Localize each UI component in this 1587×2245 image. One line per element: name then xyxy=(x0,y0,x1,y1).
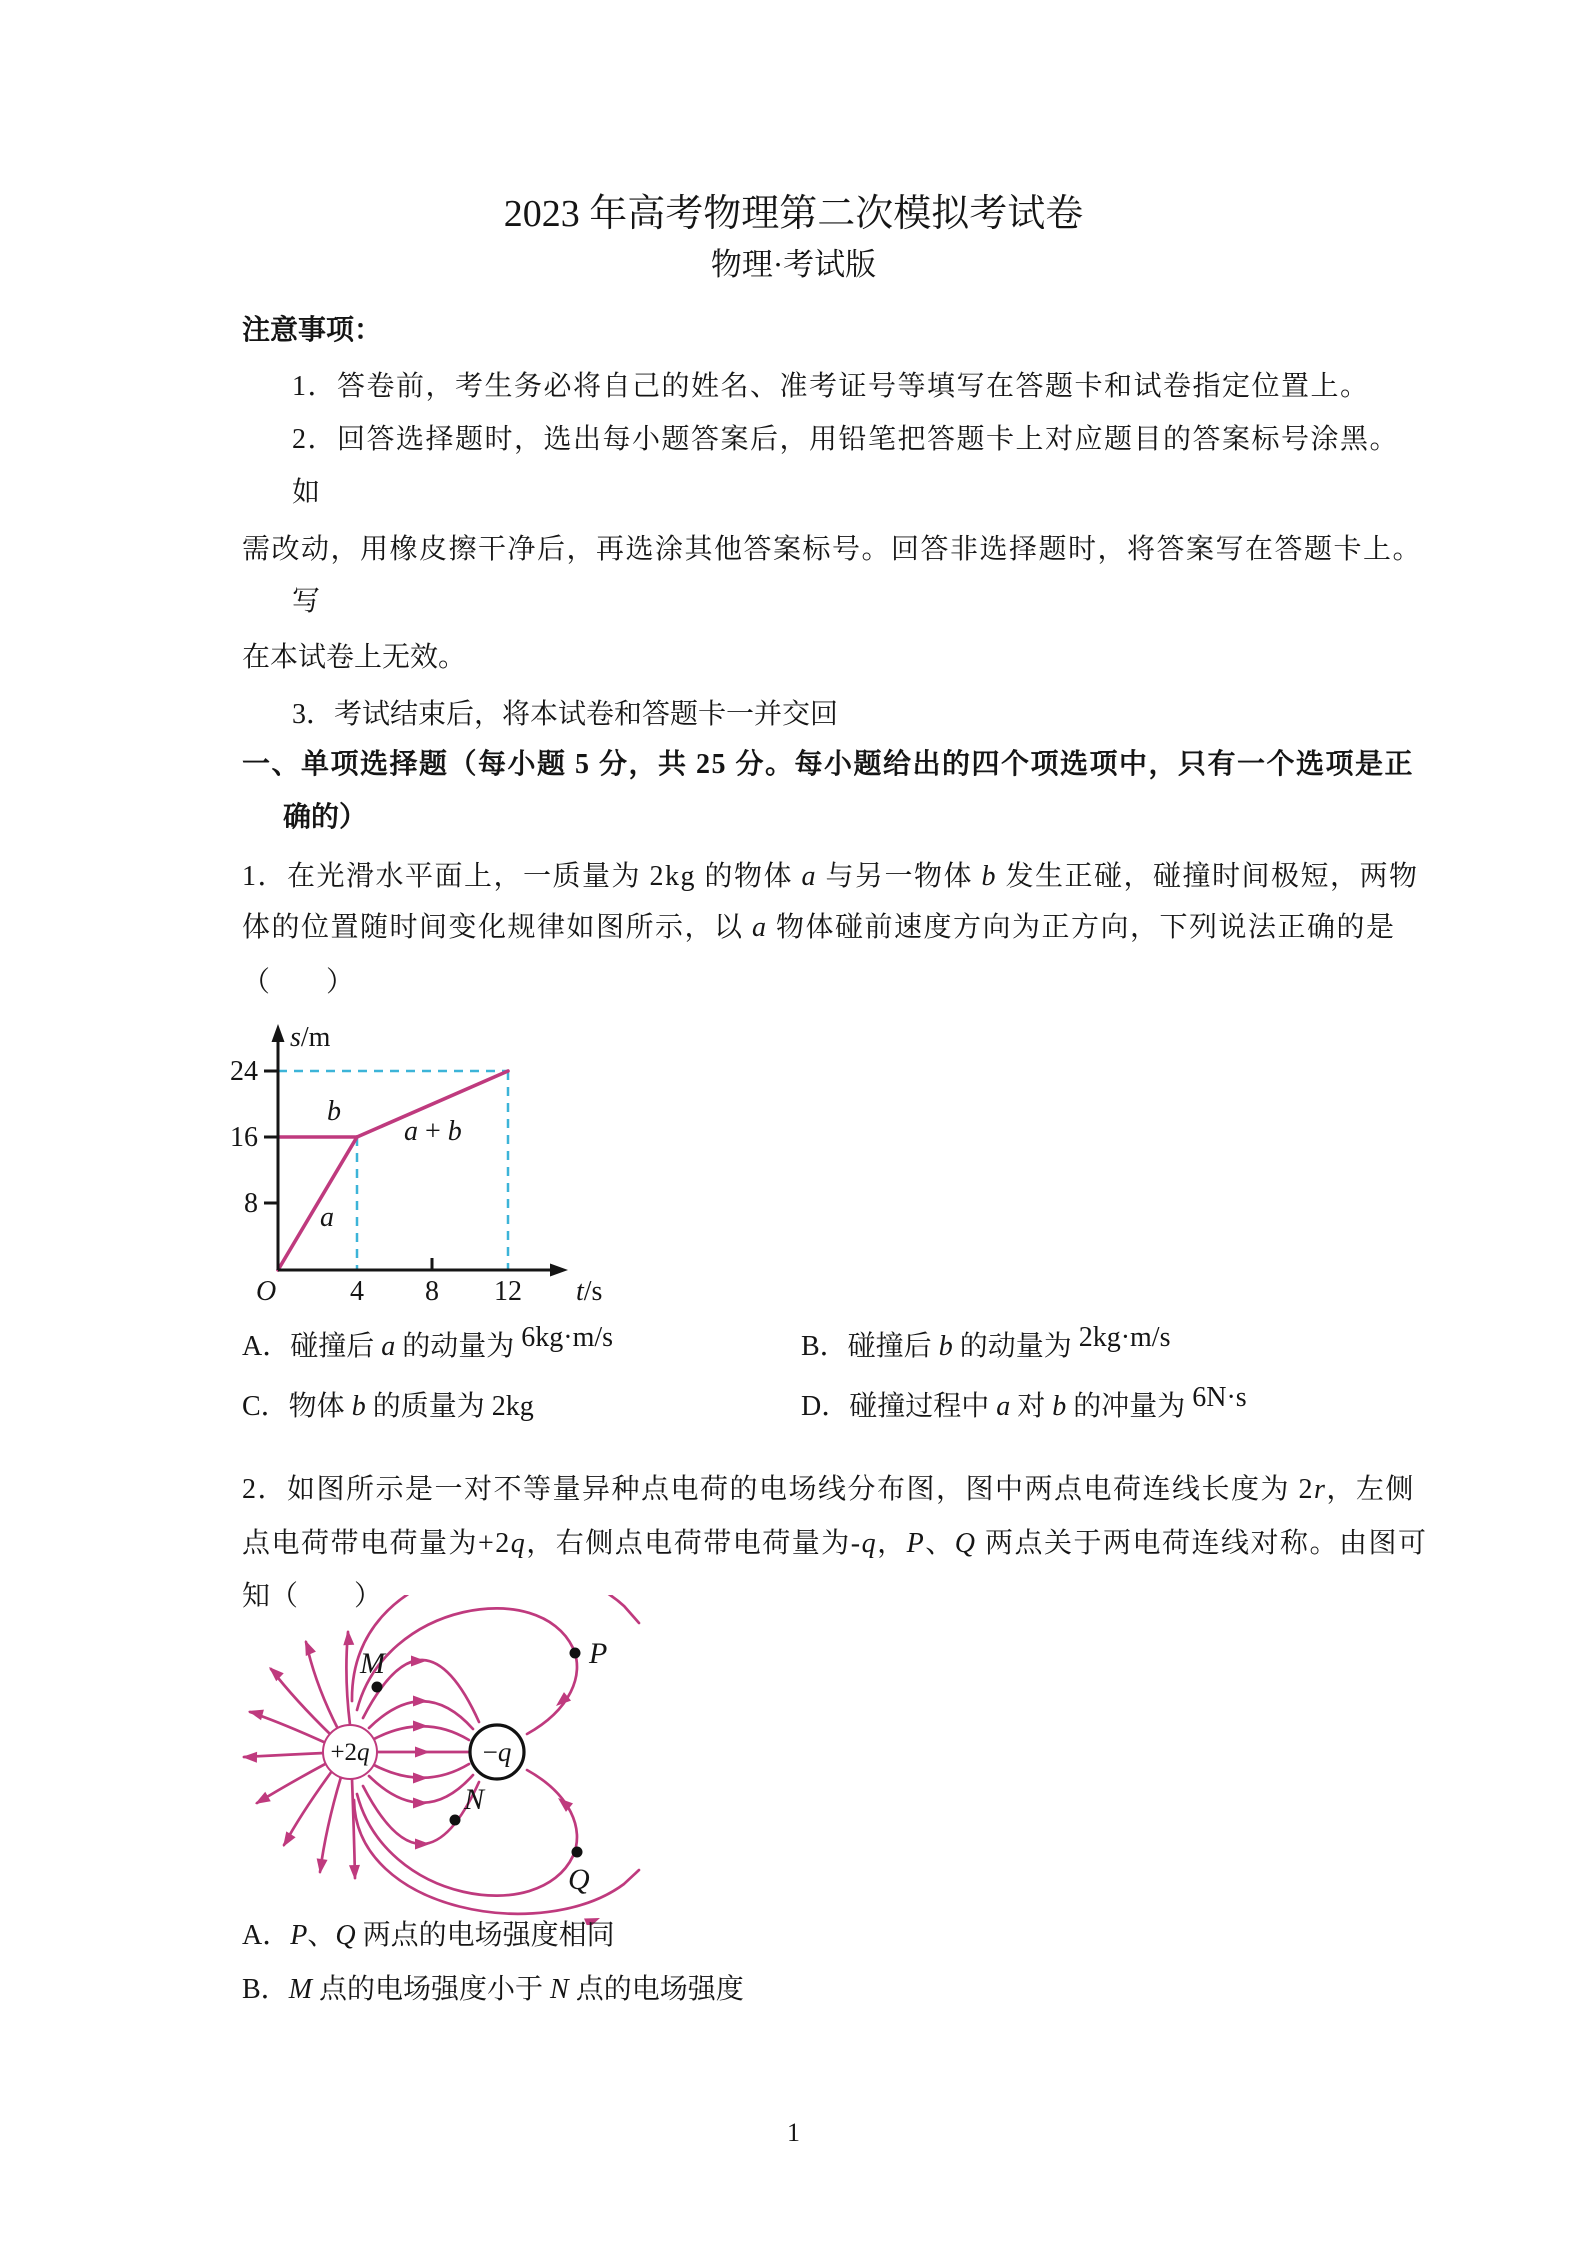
question-1-line-2: 体的位置随时间变化规律如图所示，以 a 物体碰前速度方向为正方向，下列说法正确的是 xyxy=(242,912,1396,943)
graph-x-axis-label: t/s xyxy=(576,1276,603,1307)
point-N-dot xyxy=(450,1815,461,1826)
field-line xyxy=(271,1669,331,1735)
field-line xyxy=(320,1777,341,1872)
field-arrow-icon xyxy=(265,1663,283,1681)
field-arrow-icon xyxy=(300,1638,316,1656)
notice-item-3: 3．考试结束后，将本试卷和答题卡一并交回 xyxy=(292,699,839,730)
notice-heading: 注意事项： xyxy=(242,315,383,346)
charge-minusq-label: −q xyxy=(482,1737,512,1767)
question-1-line-1: 1．在光滑水平面上，一质量为 2kg 的物体 a 与另一物体 b 发生正碰，碰撞时间极短，两物 xyxy=(242,861,1419,892)
graph-ytick-24: 24 xyxy=(230,1056,258,1087)
graph-axes xyxy=(264,1032,560,1270)
point-Q-label: Q xyxy=(568,1863,590,1896)
point-P-label: P xyxy=(589,1637,608,1670)
notice-item-2-cont-2: 需改动，用橡皮擦干净后，再选涂其他答案标号。回答非选择题时，将答案写在答题卡上。 xyxy=(242,534,1423,565)
field-arrow-icon xyxy=(413,1798,428,1809)
x-axis-arrow-icon xyxy=(550,1264,568,1277)
point-M-label: M xyxy=(360,1647,385,1680)
graph-origin-label: O xyxy=(256,1276,277,1307)
curve-a xyxy=(278,1137,357,1270)
section-1-heading-cont: 确的） xyxy=(283,802,368,833)
graph-xtick-8: 8 xyxy=(425,1276,439,1307)
charge-plus2q-label: +2q xyxy=(330,1739,370,1766)
field-arrow-icon xyxy=(413,1696,428,1707)
notice-item-2-cont-1: 如 xyxy=(292,477,321,508)
curve-ab-label: a + b xyxy=(404,1116,462,1147)
field-arrow-icon xyxy=(343,1630,355,1646)
notice-item-2: 2．回答选择题时，选出每小题答案后，用铅笔把答题卡上对应题目的答案标号涂黑。 xyxy=(292,424,1400,455)
notice-item-2-cont-3: 写 xyxy=(292,586,321,617)
point-P-dot xyxy=(570,1648,581,1659)
curve-a-label: a xyxy=(320,1202,334,1233)
q1-option-C: C．物体 b 的质量为 2kg xyxy=(242,1391,534,1422)
q1-option-A: A．碰撞后 a 的动量为 6kg·m/s xyxy=(242,1322,614,1362)
q1-option-D: D．碰撞过程中 a 对 b 的冲量为 6N·s xyxy=(801,1382,1247,1422)
field-arrow-icon xyxy=(413,1721,428,1732)
question-2-bracket: 知（ ） xyxy=(242,1581,383,1612)
notice-item-1: 1．答卷前，考生务必将自己的姓名、准考证号等填写在答题卡和试卷指定位置上。 xyxy=(292,371,1370,402)
point-Q-dot xyxy=(572,1847,583,1858)
field-arrow-icon xyxy=(242,1752,257,1763)
field-line xyxy=(363,1782,479,1844)
graph-y-axis-label: s/m xyxy=(290,1022,331,1053)
displacement-time-graph xyxy=(210,1005,610,1310)
field-arrow-icon xyxy=(349,1865,361,1880)
field-arrow-icon xyxy=(411,1656,426,1667)
y-axis-arrow-icon xyxy=(272,1024,285,1042)
field-line xyxy=(357,1608,577,1734)
page-number: 1 xyxy=(787,2118,800,2147)
question-2-line-1: 2．如图所示是一对不等量异种点电荷的电场线分布图，图中两点电荷连线长度为 2r，左侧 xyxy=(242,1474,1415,1505)
field-arrow-icon xyxy=(278,1831,295,1850)
axis-arrowheads xyxy=(272,1024,569,1277)
field-arrow-icon xyxy=(252,1792,270,1809)
q2-option-B: B．M 点的电场强度小于 N 点的电场强度 xyxy=(242,1974,744,2005)
point-M-dot xyxy=(372,1682,383,1693)
field-arrow-icon xyxy=(413,1773,428,1784)
question-1-bracket: （ ） xyxy=(242,967,355,998)
question-2-line-2: 点电荷带电荷量为+2q，右侧点电荷带电荷量为-q，P、Q 两点关于两电荷连线对称。由图可 xyxy=(242,1528,1428,1559)
graph-xtick-12: 12 xyxy=(494,1276,522,1307)
curve-b-label: b xyxy=(327,1096,341,1127)
dashed-guides xyxy=(278,1071,508,1270)
field-line xyxy=(346,1632,350,1725)
section-1-heading: 一、单项选择题（每小题 5 分，共 25 分。每小题给出的四个项选项中，只有一个选项是正 xyxy=(242,749,1415,780)
q2-option-A: A．P、Q 两点的电场强度相同 xyxy=(242,1920,615,1951)
page-subtitle: 物理·考试版 xyxy=(710,247,877,282)
field-arrow-icon xyxy=(415,1747,430,1758)
field-arrow-icon xyxy=(415,1839,430,1850)
graph-ytick-16: 16 xyxy=(230,1122,258,1153)
q1-option-B: B．碰撞后 b 的动量为 2kg·m/s xyxy=(801,1322,1171,1362)
notice-item-2-cont-4: 在本试卷上无效。 xyxy=(242,642,467,673)
field-line xyxy=(352,1779,355,1878)
graph-curves xyxy=(278,1071,508,1270)
point-N-label: N xyxy=(464,1783,485,1816)
graph-ytick-8: 8 xyxy=(244,1188,258,1219)
page-title: 2023 年高考物理第二次模拟考试卷 xyxy=(503,193,1084,235)
graph-xtick-4: 4 xyxy=(350,1276,364,1307)
